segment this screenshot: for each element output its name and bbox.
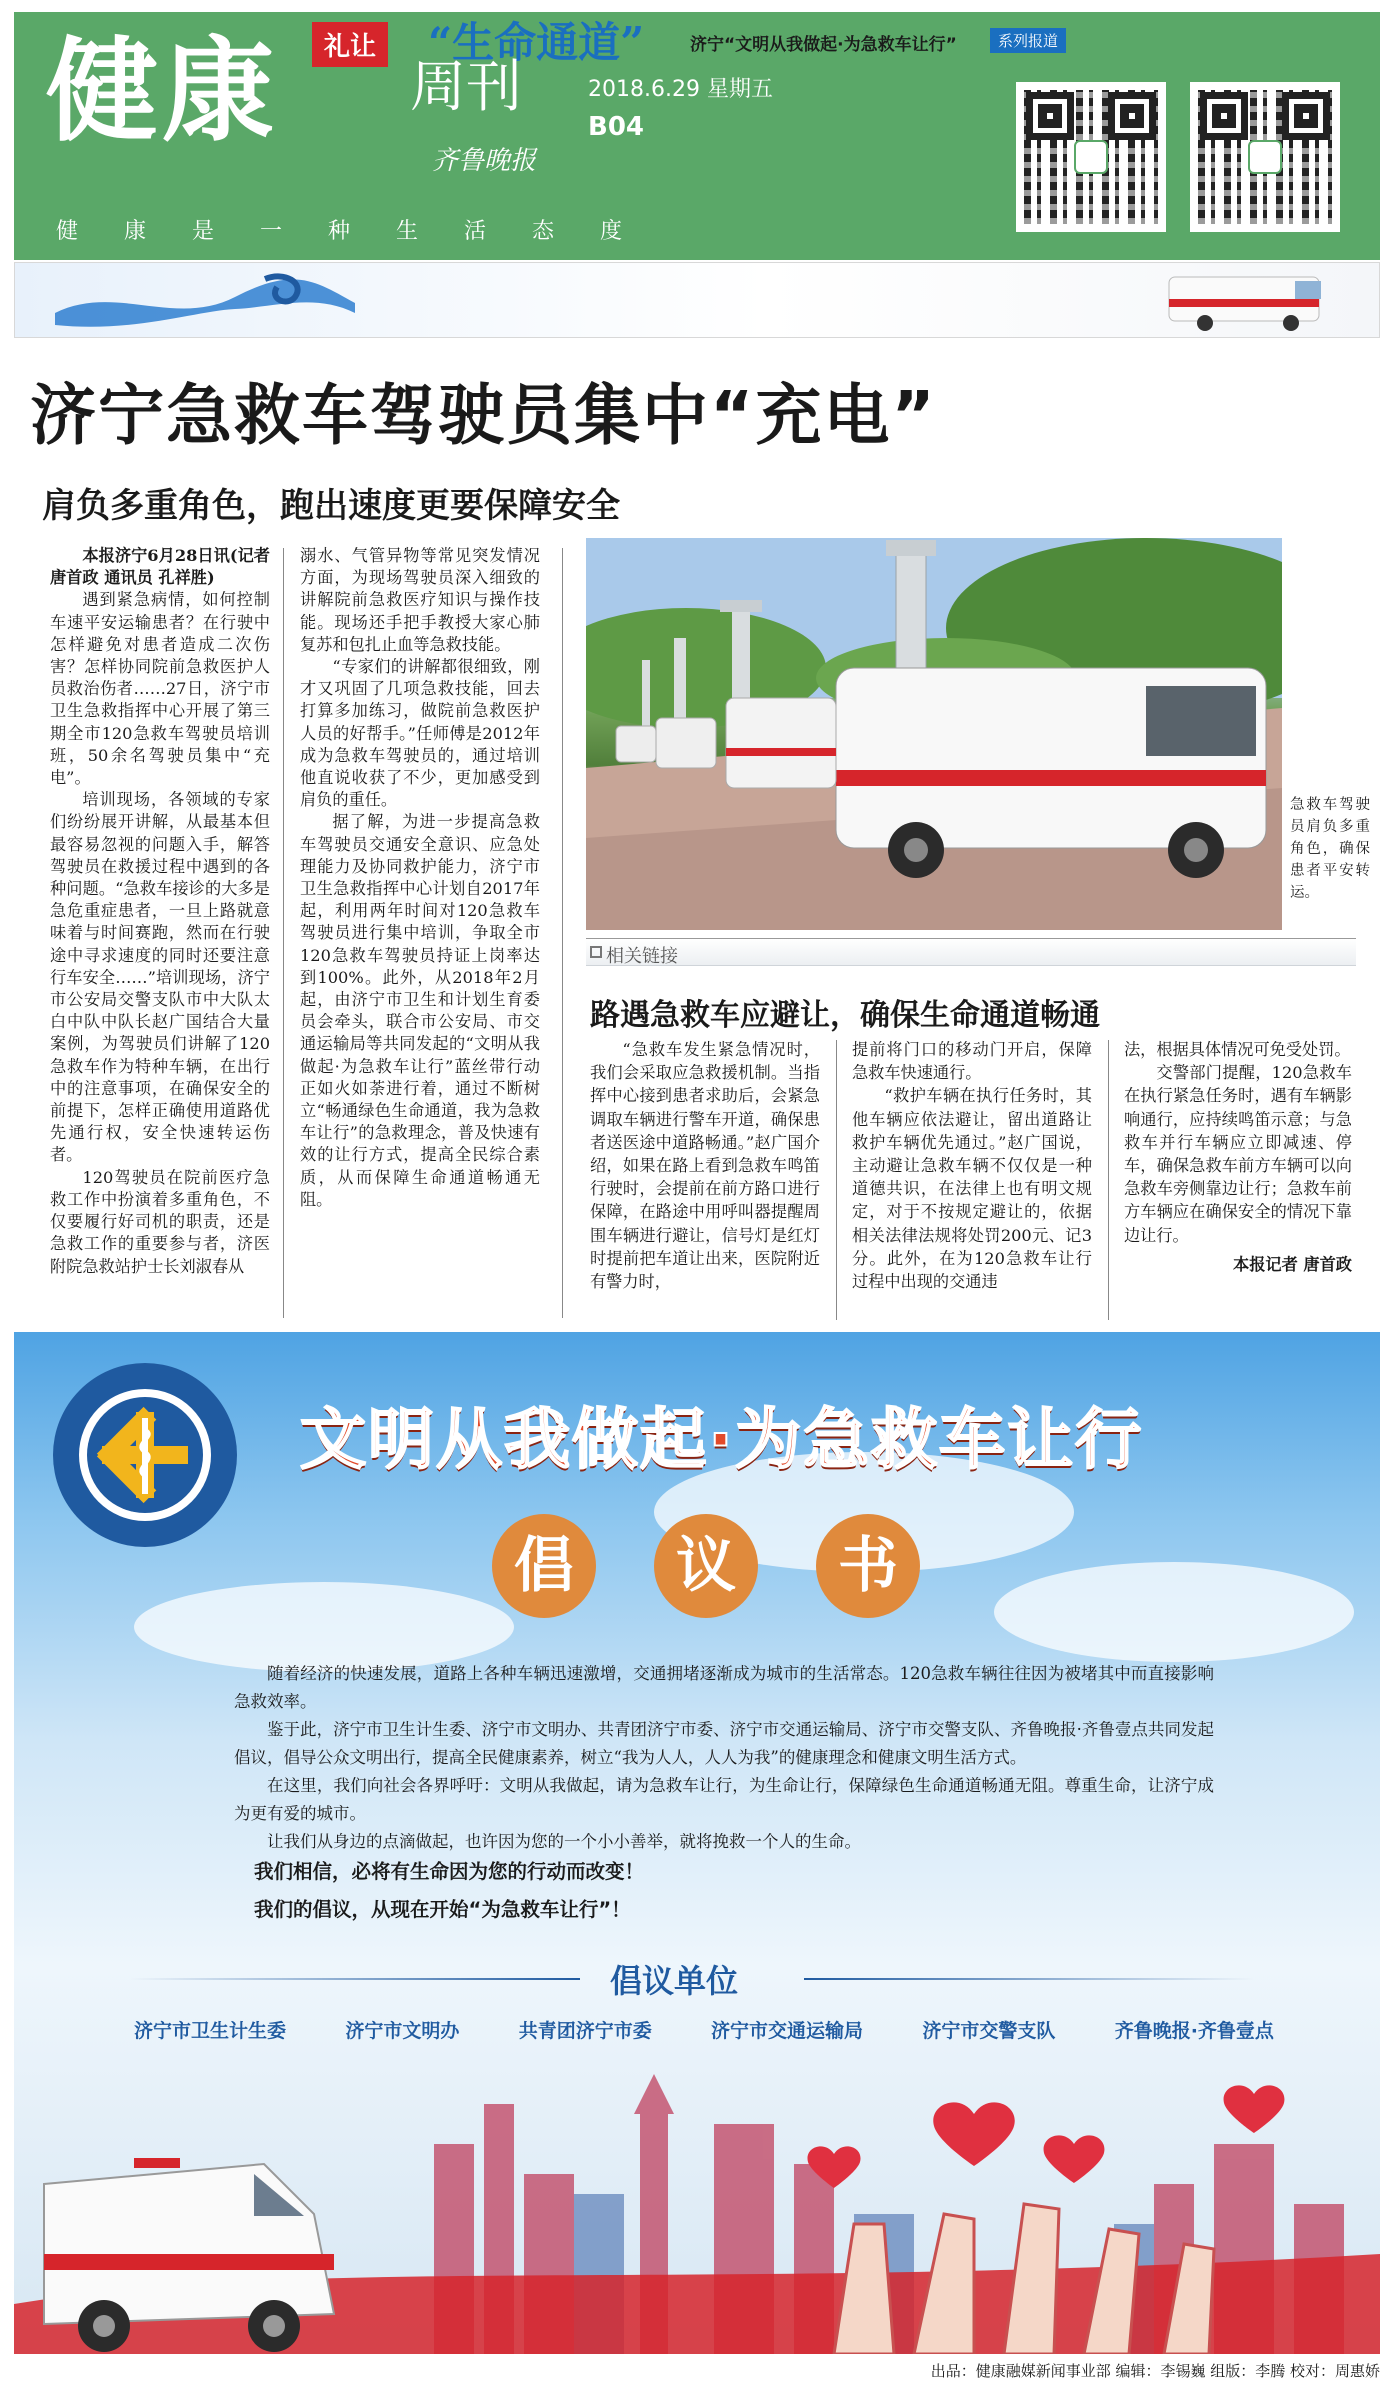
poster-title: 文明从我做起·为急救车让行	[300, 1401, 1144, 1478]
related-links-bar	[586, 938, 1356, 966]
sidebar-paragraph: “急救车发生紧急情况时，我们会采取应急救援机制。当指挥中心接到患者求助后，会紧急调取车辆进行警车开道，确保患者送医途中道路畅通。”赵广国介绍，如果在路上看到急救车鸣笛行驶时，会提前在前方路口进行保障，在路途中用呼叫器提醒周围车辆进行避让，信号灯是红灯时提前把车道让出来，医院附近有警力时，	[590, 1040, 820, 1292]
proposal-title-char: 议	[654, 1514, 758, 1618]
divider-line	[130, 1978, 580, 1980]
article-headline: 济宁急救车驾驶员集中“充电”	[30, 377, 937, 454]
sidebar-headline: 路遇急救车应避让，确保生命通道畅通	[590, 998, 1100, 1033]
article-paragraph: “专家们的讲解都很细致，刚才又巩固了几项急救技能，回去打算多加练习，做院前急救医护人员的好帮手。”任师傅是2012年成为急救车驾驶员的，通过培训他直说收获了不少，更加感受到肩负的重任。	[300, 657, 540, 810]
sponsor-unit: 齐鲁晚报·齐鲁壹点	[1114, 2020, 1274, 2042]
blue-ribbon-icon	[55, 273, 355, 329]
sponsor-unit: 济宁市交通运输局	[711, 2020, 864, 2042]
ambulances-photo-illustration	[586, 538, 1282, 930]
proposal-belief: 我们相信，必将有生命因为您的行动而改变！	[254, 1860, 645, 1883]
column-divider	[562, 548, 563, 1318]
article-paragraph: 120驾驶员在院前医疗急救工作中扮演着多重角色，不仅要履行好司机的职责，还是急救工作的重要参与者，济医附院急救站护士长刘淑春从	[50, 1167, 270, 1276]
sponsor-unit: 济宁市文明办	[345, 2020, 460, 2042]
article-paragraph: 据了解，为进一步提高急救车驾驶员交通安全意识、应急处理能力及协同救护能力，济宁市卫生急救指挥中心计划自2017年起，利用两年时间对120急救车驾驶员进行集中培训，争取全市120急救车驾驶员持证上岗率达到100%。此外，从2018年2月起，由济宁市卫生和计划生育委员会牵头，联合市公安局、市交通运输局等共同发起的“文明从我做起·为急救车让行”蓝丝带行动正如火如荼进行着，通过不断树立“畅通绿色生命通道，我为急救车让行”的急救理念，普及快速有效的让行方式，提高全民综合素质，从而保障生命通道畅通无阻。	[300, 812, 540, 1209]
proposal-poster	[14, 1332, 1380, 2354]
ambulance-icon	[836, 668, 1266, 878]
sidebar-paragraph: 交警部门提醒，120急救车在执行紧急任务时，遇有车辆影响通行，应持续鸣笛示意；与急救车并行车辆应立即减速、停车，确保急救车前方车辆可以向急救车旁侧靠边让行；急救车前方车辆应在确保安全的情况下靠边让行。	[1124, 1063, 1352, 1245]
qr-logo-icon	[1248, 140, 1282, 174]
article-paragraph: 培训现场，各领域的专家们纷纷展开讲解，从最基本但最容易忽视的问题入手，解答驾驶员在救援过程中遇到的各种问题。“急救车接诊的大多是急危重症患者，一旦上路就意味着与时间赛跑，然而在行驶途中寻求速度的同时还要注意行车安全……”培训现场，济宁市公安局交警支队市中大队太白中队中队长赵广国结合大量案例，为驾驶员们讲解了120急救车作为特种车辆，在出行中的注意事项，在确保安全的前提下，怎样正确使用道路优先通行权，安全快速转运伤者。	[50, 790, 270, 1165]
series-report-badge: 系列报道	[990, 28, 1066, 53]
proposal-title-char: 书	[816, 1514, 920, 1618]
section-weekly-label: 周刊	[410, 55, 522, 120]
column-divider	[283, 548, 284, 1318]
proposal-paragraph: 在这里，我们向社会各界呼吁：文明从我做起，请为急救车让行，为生命让行，保障绿色生命通道畅通无阻。尊重生命，让济宁成为更有爱的城市。	[234, 1776, 1214, 1823]
qr-code-icon	[1016, 82, 1166, 232]
document-icon	[590, 946, 602, 958]
photo-caption: 急救车驾驶员肩负多重角色，确保患者平安转运。	[1290, 797, 1370, 901]
sponsor-unit: 共青团济宁市委	[518, 2020, 652, 2042]
sponsor-unit: 济宁市交警支队	[922, 2020, 1056, 2042]
cloud-decoration	[134, 1582, 514, 1672]
divider-line	[804, 1978, 1254, 1980]
section-brand: 健康	[46, 26, 278, 157]
banner-series-name: 济宁“文明从我做起·为急救车让行”	[690, 35, 957, 55]
article-paragraph: 溺水、气管异物等常见突发情况方面，为现场驾驶员深入细致的讲解院前急救医疗知识与操作技能。现场还手把手教授大家心肺复苏和包扎止血等急救技能。	[300, 546, 540, 654]
proposal-text	[234, 1660, 1214, 1856]
ambulance-icon	[1145, 269, 1345, 333]
proposal-paragraph: 随着经济的快速发展，道路上各种车辆迅速激增，交通拥堵逐渐成为城市的生活常态。120急救车辆往往因为被堵其中而直接影响急救效率。	[234, 1664, 1214, 1711]
qr-code-icon	[1190, 82, 1340, 232]
article-column-1	[50, 545, 270, 1320]
proposal-paragraph: 鉴于此，济宁市卫生计生委、济宁市文明办、共青团济宁市委、济宁市交通运输局、济宁市交警支队、齐鲁晚报·齐鲁壹点共同发起倡议，倡导公众文明出行，提高全民健康素养，树立“我为人人，人人为我”的健康理念和健康文明生活方式。	[234, 1720, 1214, 1767]
heart-icon	[807, 2085, 1284, 2188]
article-column-2	[300, 545, 540, 1320]
article-photo	[586, 538, 1282, 930]
sponsor-units-title: 倡议单位	[610, 1962, 739, 2000]
proposal-call: 我们的倡议，从现在开始“为急救车让行”！	[254, 1898, 631, 1921]
article-subheadline: 肩负多重角色，跑出速度更要保障安全	[42, 486, 620, 526]
sponsor-unit: 济宁市卫生计生委	[134, 2020, 287, 2042]
page-credits: 出品：健康融媒新闻事业部 编辑：李锡巍 组版：李腾 校对：周惠娇	[930, 2362, 1380, 2380]
sidebar-column-3	[1124, 1038, 1352, 1276]
article-paragraph: 遇到紧急病情，如何控制车速平安运输患者？在行驶中怎样避免对患者造成二次伤害？怎样协同院前急救医护人员救治伤者……27日，济宁市卫生急救指挥中心开展了第三期全市120急救车驾驶员培训班，50余名驾驶员集中“充电”。	[50, 590, 270, 788]
qr-logo-icon	[1074, 140, 1108, 174]
column-divider	[836, 1040, 837, 1320]
city-skyline-illustration	[14, 2054, 1380, 2354]
series-banner	[14, 262, 1380, 338]
masthead-slogan: 健康是一种生活态度	[56, 219, 669, 244]
emergency-center-emblem-icon	[50, 1360, 240, 1550]
proposal-paragraph: 让我们从身边的点滴做起，也许因为您的一个小小善举，就将挽救一个人的生命。	[267, 1832, 861, 1851]
banner-title: “生命通道”	[428, 18, 645, 67]
sidebar-column-2	[852, 1038, 1092, 1293]
sidebar-paragraph: “救护车辆在执行任务时，其他车辆应依法避让，留出道路让救护车辆优先通过。”赵广国说，主动避让急救车辆不仅仅是一种道德共识，在法律上也有明文规定，对于不按规定避让的，依据相关法律法规将处罚200元、记3分。此外，在为120急救车让行过程中出现的交通违	[852, 1086, 1092, 1292]
sidebar-paragraph: 提前将门口的移动门开启，保障急救车快速通行。	[852, 1040, 1092, 1083]
sponsor-units-list	[134, 2016, 1274, 2043]
banner-tag: 礼让	[312, 22, 388, 67]
sidebar-byline: 本报记者 唐首政	[1233, 1254, 1352, 1274]
article-byline: 本报济宁6月28日讯(记者 唐首政 通讯员 孔祥胜)	[50, 546, 270, 588]
issue-date: 2018.6.29 星期五	[588, 77, 773, 102]
newspaper-name: 齐鲁晚报	[432, 146, 537, 176]
column-divider	[1108, 1040, 1109, 1320]
proposal-title-char: 倡	[492, 1514, 596, 1618]
page-number: B04	[588, 112, 644, 142]
cloud-decoration	[994, 1562, 1354, 1662]
sidebar-paragraph: 法，根据具体情况可免受处罚。	[1124, 1040, 1351, 1059]
sidebar-column-1	[590, 1038, 820, 1293]
related-links-label: 相关链接	[606, 946, 678, 967]
